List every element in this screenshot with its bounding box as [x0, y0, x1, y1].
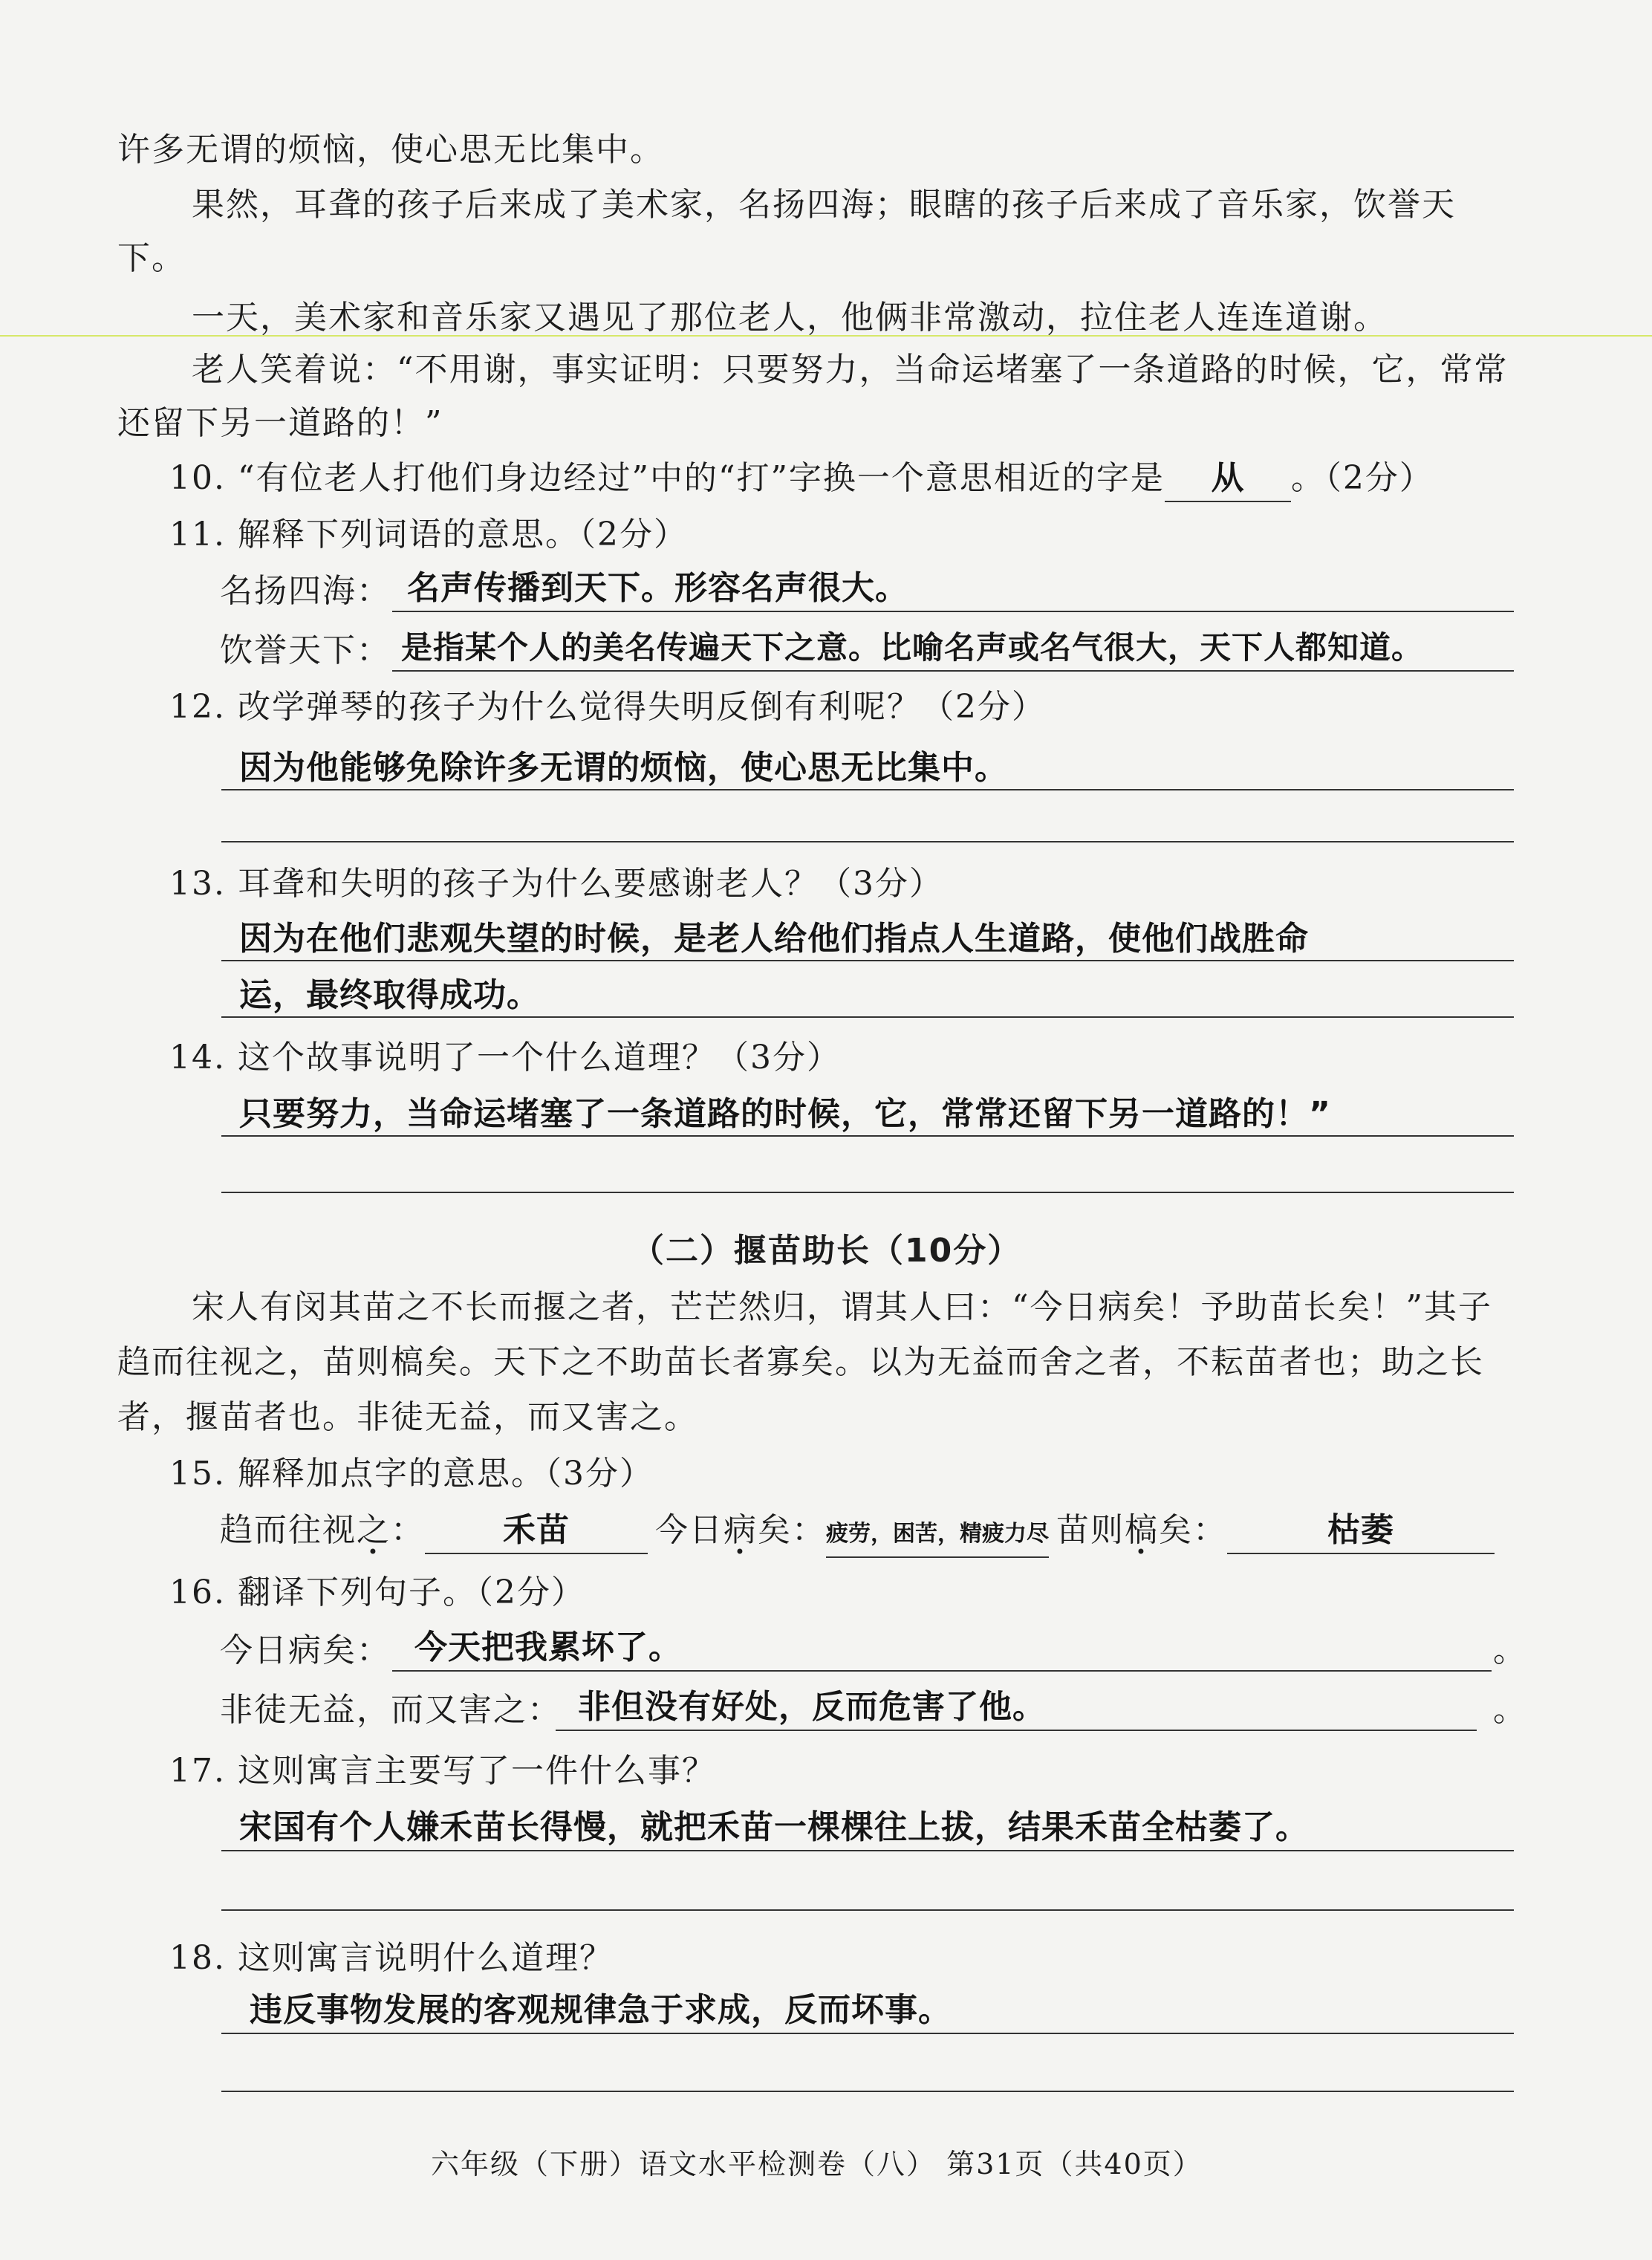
answer-text: 是指某个人的美名传遍天下之意。比喻名声或名气很大，天下人都知道。	[401, 629, 1424, 666]
answer-text: 名声传播到天下。形容名声很大。	[407, 569, 908, 607]
answer-text: 今天把我累坏了。	[414, 1629, 682, 1666]
question-text: 10. “有位老人打他们身边经过”中的“打”字换一个意思相近的字是	[169, 459, 1165, 497]
question-14: 14. 这个故事说明了一个什么道理？（3分）	[169, 1039, 841, 1077]
answer-line	[392, 611, 1514, 612]
question-13: 13. 耳聋和失明的孩子为什么要感谢老人？（3分）	[169, 865, 943, 903]
dotted-char: 之	[357, 1511, 391, 1549]
answer-line	[556, 1730, 1477, 1731]
item-text: 趋而往视	[220, 1511, 357, 1549]
sentence-label: 非徒无益，而又害之：	[220, 1691, 562, 1729]
dotted-char: 病	[723, 1511, 758, 1549]
item-text: 矣：	[1159, 1511, 1227, 1549]
answer-line	[221, 841, 1514, 842]
question-tail: 。（2分）	[1290, 459, 1434, 497]
answer-line	[221, 1850, 1514, 1851]
q15-items	[220, 1508, 1495, 1558]
answer-line	[392, 670, 1514, 672]
passage-line: 宋人有闵其苗之不长而揠之者，芒芒然归，谓其人曰：“今日病矣！予助苗长矣！”其子	[192, 1288, 1492, 1326]
dotted-char: 槁	[1125, 1511, 1159, 1549]
answer-blank: 疲劳，困苦，精疲力尽	[826, 1512, 1049, 1558]
answer-line	[221, 960, 1514, 961]
answer-line	[221, 1192, 1514, 1193]
term-label: 饮誉天下：	[220, 631, 391, 669]
end-mark: 。	[1493, 1631, 1527, 1669]
answer-line	[392, 1670, 1492, 1672]
answer-text: 违反事物发展的客观规律急于求成，反而坏事。	[250, 1991, 952, 2029]
answer-blank: 枯萎	[1227, 1508, 1495, 1554]
item-text: 今日	[655, 1511, 723, 1549]
question-12: 12. 改学弹琴的孩子为什么觉得失明反倒有利呢？（2分）	[169, 688, 1046, 726]
section-title: （二）揠苗助长（10分）	[631, 1232, 1022, 1270]
passage-line: 趋而往视之，苗则槁矣。天下之不助苗长者寡矣。以为无益而舍之者，不耘苗者也；助之长	[117, 1343, 1484, 1381]
story-line: 老人笑着说：“不用谢，事实证明：只要努力，当命运堵塞了一条道路的时候，它，常常	[192, 351, 1509, 389]
answer-line	[221, 2033, 1514, 2034]
question-16: 16. 翻译下列句子。（2分）	[169, 1574, 585, 1611]
question-17: 17. 这则寓言主要写了一件什么事？	[169, 1752, 716, 1790]
end-mark: 。	[1493, 1691, 1527, 1729]
answer-line	[221, 1909, 1514, 1911]
story-line: 一天，美术家和音乐家又遇见了那位老人，他俩非常激动，拉住老人连连道谢。	[192, 299, 1388, 337]
passage-line: 者，揠苗者也。非徒无益，而又害之。	[117, 1398, 698, 1436]
story-line: 果然，耳聋的孩子后来成了美术家，名扬四海；眼瞎的孩子后来成了音乐家，饮誉天	[192, 186, 1456, 224]
story-line: 还留下另一道路的！”	[117, 404, 443, 442]
answer-line	[221, 789, 1514, 790]
term-label: 名扬四海：	[220, 572, 391, 610]
question-10	[169, 456, 1434, 502]
answer-line	[221, 1135, 1514, 1137]
question-11: 11. 解释下列词语的意思。（2分）	[169, 516, 688, 553]
answer-text: 因为他能够免除许多无谓的烦恼，使心思无比集中。	[239, 749, 1008, 787]
question-18: 18. 这则寓言说明什么道理？	[169, 1939, 614, 1977]
item-text: 苗则	[1056, 1511, 1125, 1549]
answer-line	[221, 2091, 1514, 2092]
question-15: 15. 解释加点字的意思。（3分）	[169, 1455, 654, 1493]
page-footer: 六年级（下册）语文水平检测卷（八） 第31页（共40页）	[431, 2148, 1203, 2181]
answer-text: 宋国有个人嫌禾苗长得慢，就把禾苗一棵棵往上拔，结果禾苗全枯萎了。	[239, 1808, 1309, 1846]
answer-blank: 从	[1165, 456, 1291, 502]
item-text: 矣：	[758, 1511, 826, 1549]
story-line: 下。	[117, 239, 186, 277]
answer-text: 因为在他们悲观失望的时候，是老人给他们指点人生道路，使他们战胜命	[239, 920, 1309, 958]
answer-text: 只要努力，当命运堵塞了一条道路的时候，它，常常还留下另一道路的！”	[239, 1095, 1331, 1133]
item-text: ：	[391, 1511, 425, 1549]
answer-line	[221, 1016, 1514, 1018]
answer-text: 运，最终取得成功。	[239, 976, 540, 1014]
sentence-label: 今日病矣：	[220, 1631, 391, 1669]
story-line: 许多无谓的烦恼，使心思无比集中。	[117, 131, 664, 169]
answer-blank: 禾苗	[425, 1508, 648, 1554]
answer-text: 非但没有好处，反而危害了他。	[578, 1688, 1046, 1726]
